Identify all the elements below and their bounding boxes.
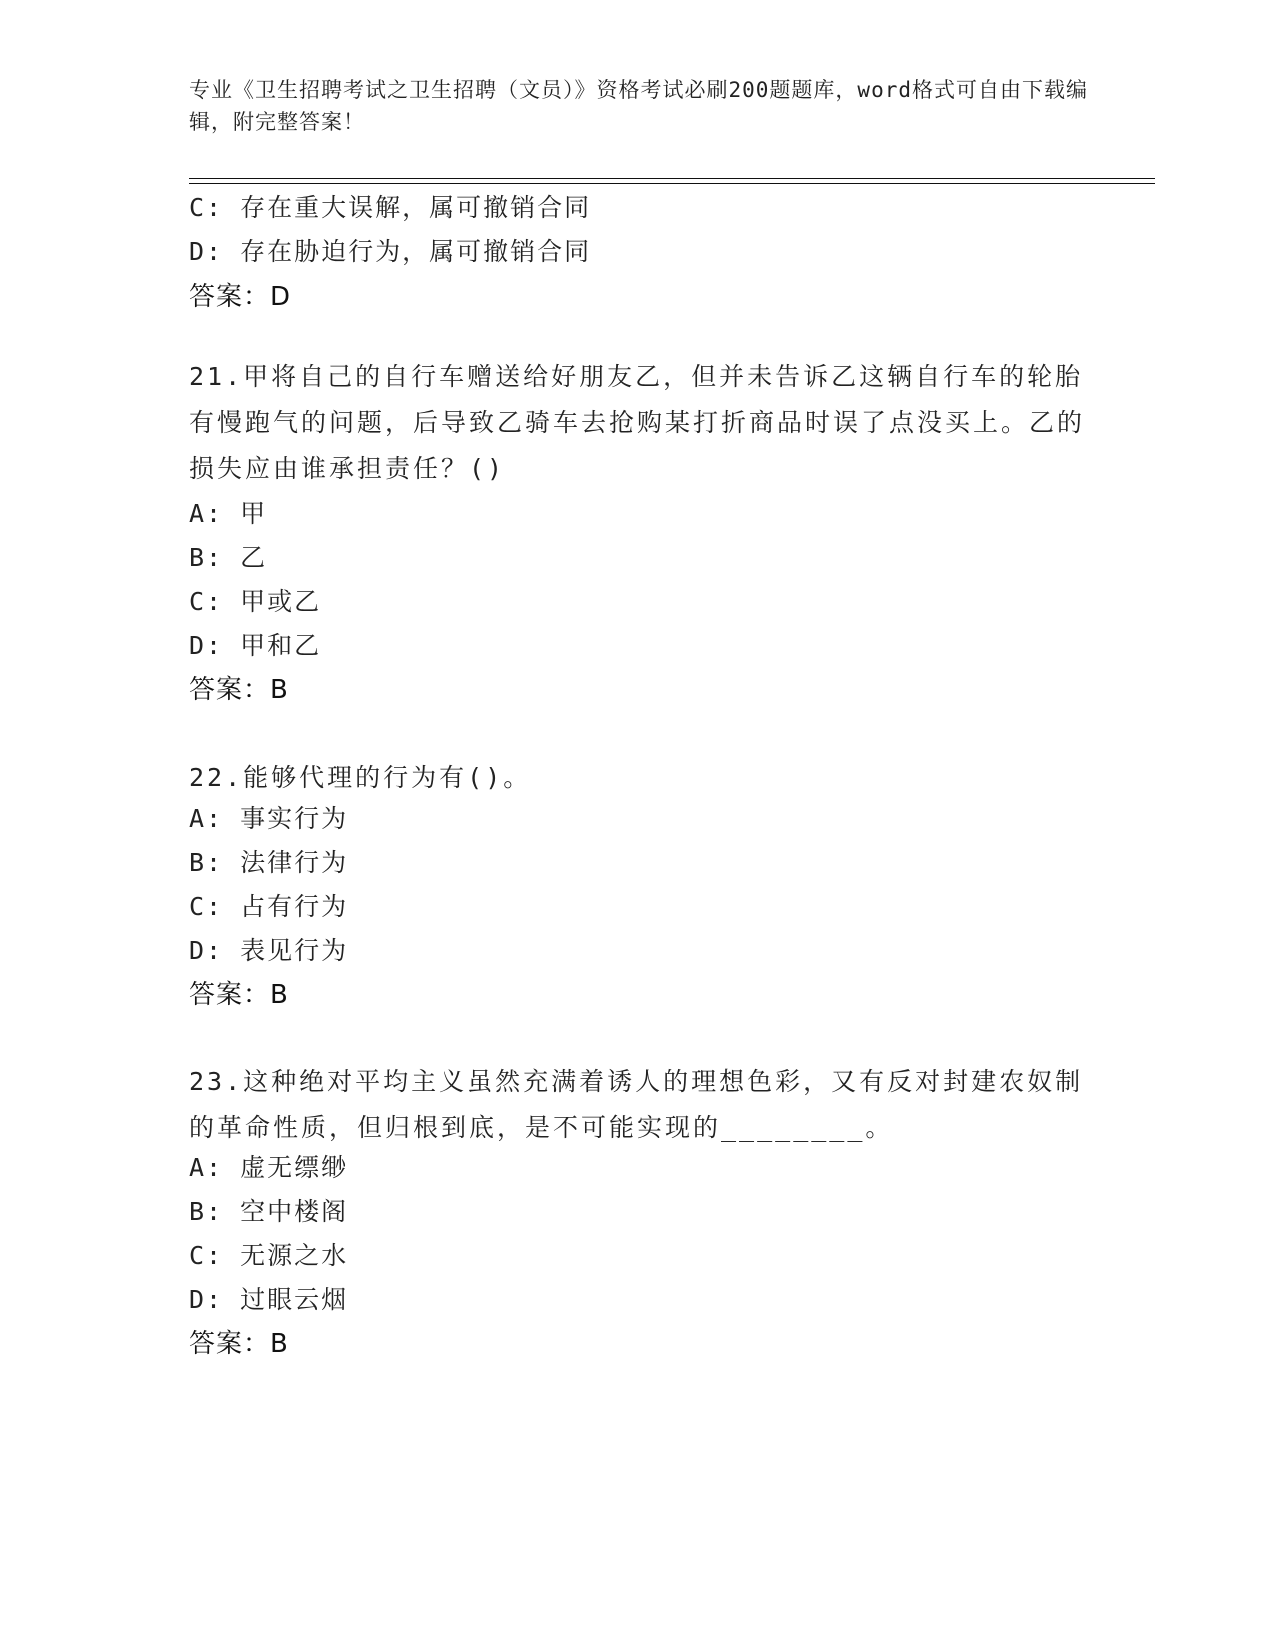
question-23-option-c: C: 无源之水 xyxy=(189,1241,349,1270)
question-23-answer: 答案：B xyxy=(189,1329,289,1359)
question-23-option-d: D: 过眼云烟 xyxy=(189,1285,349,1314)
header-divider-bottom xyxy=(189,183,1155,184)
question-22-answer: 答案：B xyxy=(189,980,289,1010)
question-23-option-a: A: 虚无缥缈 xyxy=(189,1153,349,1182)
question-22-option-a: A: 事实行为 xyxy=(189,804,349,833)
option-d: D: 存在胁迫行为，属可撤销合同 xyxy=(189,237,592,266)
question-23-option-b: B: 空中楼阁 xyxy=(189,1197,349,1226)
question-23-text: 23.这种绝对平均主义虽然充满着诱人的理想色彩，又有反对封建农奴制的革命性质，但归根到底，是不可能实现的________。 xyxy=(189,1067,1084,1142)
question-22-option-d: D: 表见行为 xyxy=(189,936,349,965)
question-21-option-d: D: 甲和乙 xyxy=(189,631,322,660)
question-21-answer: 答案：B xyxy=(189,675,289,705)
option-c: C: 存在重大误解，属可撤销合同 xyxy=(189,193,592,222)
header-divider-top xyxy=(189,178,1155,179)
document-header: 专业《卫生招聘考试之卫生招聘（文员）》资格考试必刷200题题库，word格式可自由下载编辑，附完整答案！ xyxy=(189,78,1088,134)
question-22-option-b: B: 法律行为 xyxy=(189,848,349,877)
question-21-text: 21.甲将自己的自行车赠送给好朋友乙，但并未告诉乙这辆自行车的轮胎有慢跑气的问题，后导致乙骑车去抢购某打折商品时误了点没买上。乙的损失应由谁承担责任？() xyxy=(189,362,1086,483)
question-22-option-c: C: 占有行为 xyxy=(189,892,349,921)
question-21-option-a: A: 甲 xyxy=(189,499,268,528)
answer-line: 答案：D xyxy=(189,282,292,312)
question-22-text: 22.能够代理的行为有()。 xyxy=(189,763,532,792)
question-21-option-c: C: 甲或乙 xyxy=(189,587,322,616)
question-21-option-b: B: 乙 xyxy=(189,543,268,572)
